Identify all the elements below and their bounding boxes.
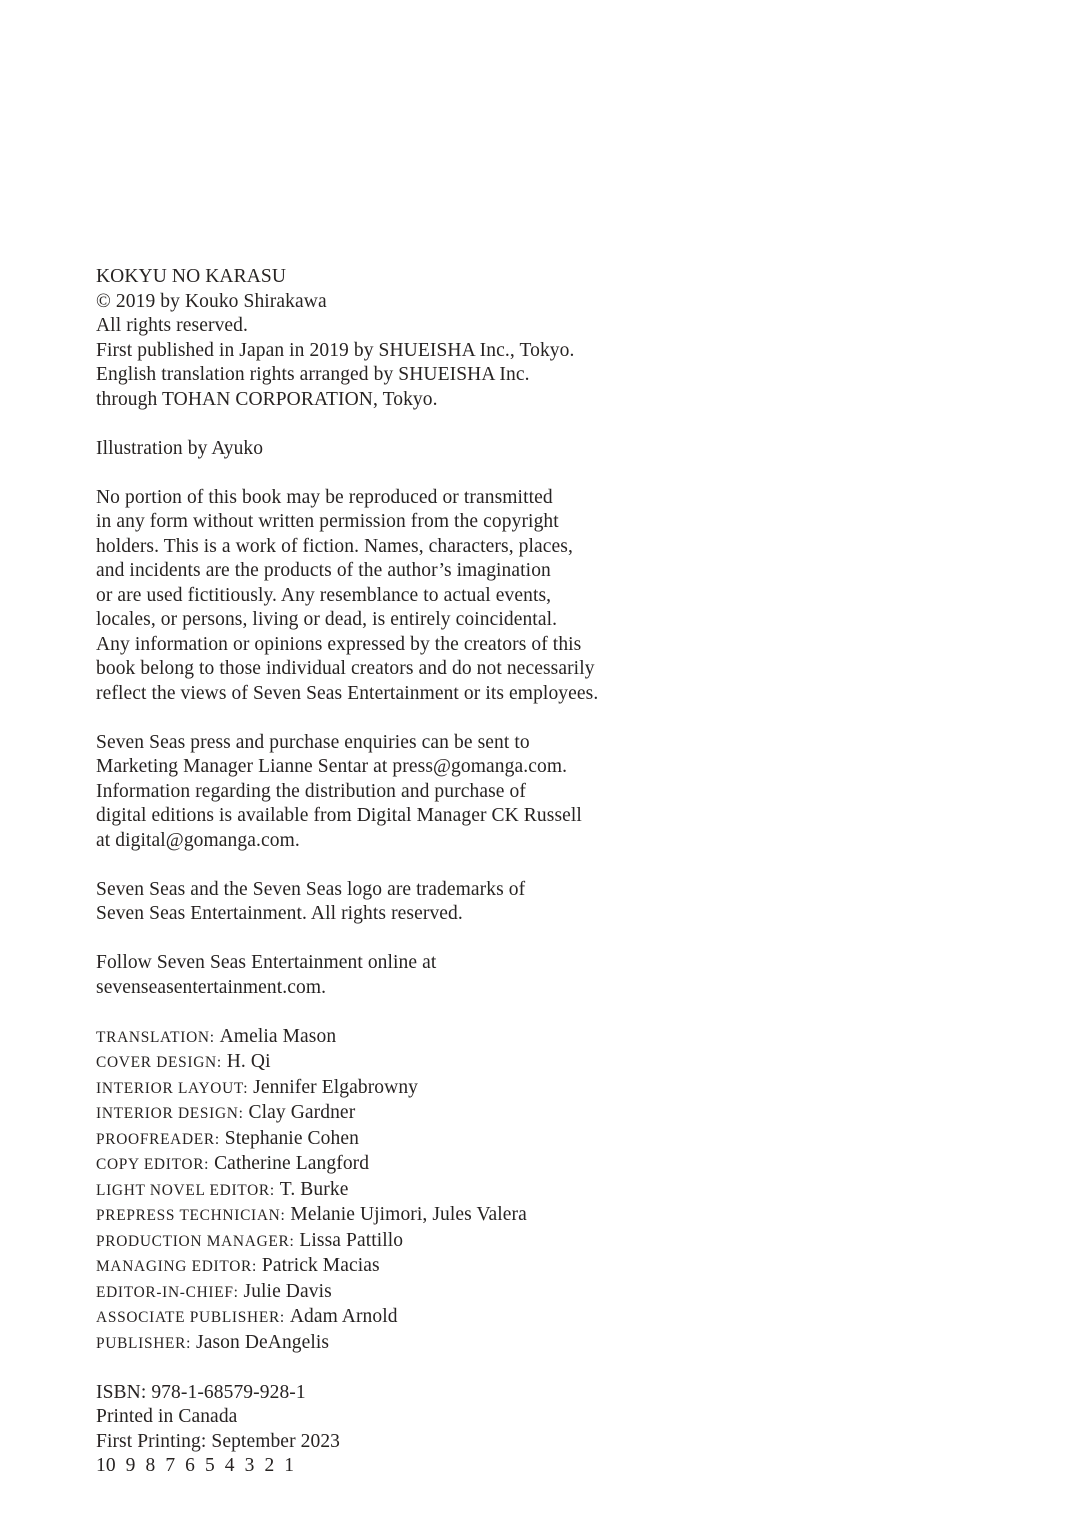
text-line: © 2019 by Kouko Shirakawa	[96, 290, 327, 312]
text-line: at digital@gomanga.com.	[96, 829, 300, 851]
text-line: and incidents are the products of the author’s imagination	[96, 560, 551, 581]
credit-role-label: PROOFREADER:	[96, 1130, 220, 1148]
credit-role-label: LIGHT NOVEL EDITOR:	[96, 1181, 275, 1199]
credit-row	[96, 1331, 736, 1357]
text-line: book belong to those individual creators and do not necessarily	[96, 658, 595, 679]
credit-row	[96, 1050, 736, 1076]
text-line: Any information or opinions expressed by the creators of this	[96, 633, 582, 655]
credit-role-label: COPY EDITOR:	[96, 1156, 210, 1173]
text-line: digital editions is available from Digital Manager CK Russell	[96, 805, 582, 826]
credit-row	[96, 1101, 736, 1127]
text-line: First published in Japan in 2019 by SHUEISHA Inc., Tokyo.	[96, 339, 575, 361]
credit-name: Melanie Ujimori, Jules Valera	[290, 1204, 527, 1225]
text-line: Seven Seas Entertainment. All rights reserved.	[96, 903, 463, 924]
text-line: sevenseasentertainment.com.	[96, 976, 327, 998]
credit-role-label: PREPRESS TECHNICIAN:	[96, 1207, 286, 1224]
credit-row	[96, 1305, 736, 1331]
credit-row	[96, 1229, 736, 1255]
text-line: reflect the views of Seven Seas Entertainment or its employees.	[96, 682, 599, 704]
credit-role-label: INTERIOR DESIGN:	[96, 1105, 244, 1122]
text-line: Marketing Manager Lianne Sentar at press@gomanga.com.	[96, 756, 568, 777]
credit-name: Jennifer Elgabrowny	[253, 1076, 419, 1098]
printed-in-line: Printed in Canada	[96, 1406, 238, 1427]
credit-role-label: PRODUCTION MANAGER:	[96, 1232, 295, 1250]
credit-name: Lissa Pattillo	[299, 1229, 404, 1251]
text-line: Seven Seas and the Seven Seas logo are trademarks of	[96, 878, 526, 900]
credit-role-label: EDITOR-IN-CHIEF:	[96, 1283, 239, 1301]
credit-row	[96, 1127, 736, 1153]
contact-info-block	[96, 731, 736, 854]
isbn-line: ISBN: 978-1-68579-928-1	[96, 1381, 306, 1403]
credit-name: Adam Arnold	[289, 1306, 398, 1327]
text-line: Information regarding the distribution and purchase of	[96, 780, 526, 802]
credit-row	[96, 1203, 736, 1229]
text-line: All rights reserved.	[96, 315, 249, 336]
credit-row	[96, 1152, 736, 1178]
credit-role-label: ASSOCIATE PUBLISHER:	[96, 1309, 285, 1326]
text-line: locales, or persons, living or dead, is entirely coincidental.	[96, 609, 558, 630]
credit-name: Catherine Langford	[214, 1153, 370, 1174]
credit-role-label: COVER DESIGN:	[96, 1054, 222, 1071]
text-line: through TOHAN CORPORATION, Tokyo.	[96, 388, 438, 410]
colophon-text-column	[96, 265, 736, 1479]
credit-name: Amelia Mason	[219, 1025, 337, 1047]
credit-row	[96, 1076, 736, 1102]
text-line: KOKYU NO KARASU	[96, 266, 287, 287]
text-line: English translation rights arranged by SHUEISHA Inc.	[96, 364, 530, 385]
credit-role-label: PUBLISHER:	[96, 1334, 192, 1352]
copyright-block	[96, 265, 736, 412]
credit-name: Stephanie Cohen	[224, 1127, 359, 1149]
credit-row	[96, 1025, 736, 1051]
credit-name: Jason DeAngelis	[196, 1331, 330, 1353]
credit-name: T. Burke	[279, 1178, 349, 1200]
credit-name: Julie Davis	[243, 1280, 332, 1302]
credit-role-label: TRANSLATION:	[96, 1028, 215, 1046]
text-line: in any form without written permission from the copyright	[96, 511, 559, 532]
legal-notice-block	[96, 486, 736, 707]
credit-row	[96, 1254, 736, 1280]
illustration-credit-block	[96, 437, 736, 462]
text-line: holders. This is a work of fiction. Names, characters, places,	[96, 535, 573, 557]
credit-role-label: MANAGING EDITOR:	[96, 1258, 257, 1275]
staff-credits-block	[96, 1025, 736, 1357]
credit-role-label: INTERIOR LAYOUT:	[96, 1079, 249, 1097]
trademark-notice-block	[96, 878, 736, 927]
text-line: No portion of this book may be reproduced or transmitted	[96, 486, 553, 508]
printing-info-block	[96, 1381, 736, 1479]
text-line: Illustration by Ayuko	[96, 437, 264, 459]
credit-row	[96, 1178, 736, 1204]
text-line: Follow Seven Seas Entertainment online at	[96, 952, 437, 973]
first-printing-line: First Printing: September 2023	[96, 1430, 341, 1452]
print-run-line: 10 9 8 7 6 5 4 3 2 1	[96, 1455, 295, 1476]
text-line: Seven Seas press and purchase enquiries can be sent to	[96, 731, 530, 753]
credit-row	[96, 1280, 736, 1306]
text-line: or are used fictitiously. Any resemblance to actual events,	[96, 584, 552, 606]
follow-online-block	[96, 951, 736, 1000]
credit-name: Patrick Macias	[261, 1255, 380, 1276]
credit-name: Clay Gardner	[248, 1102, 356, 1123]
credit-name: H. Qi	[226, 1051, 271, 1072]
